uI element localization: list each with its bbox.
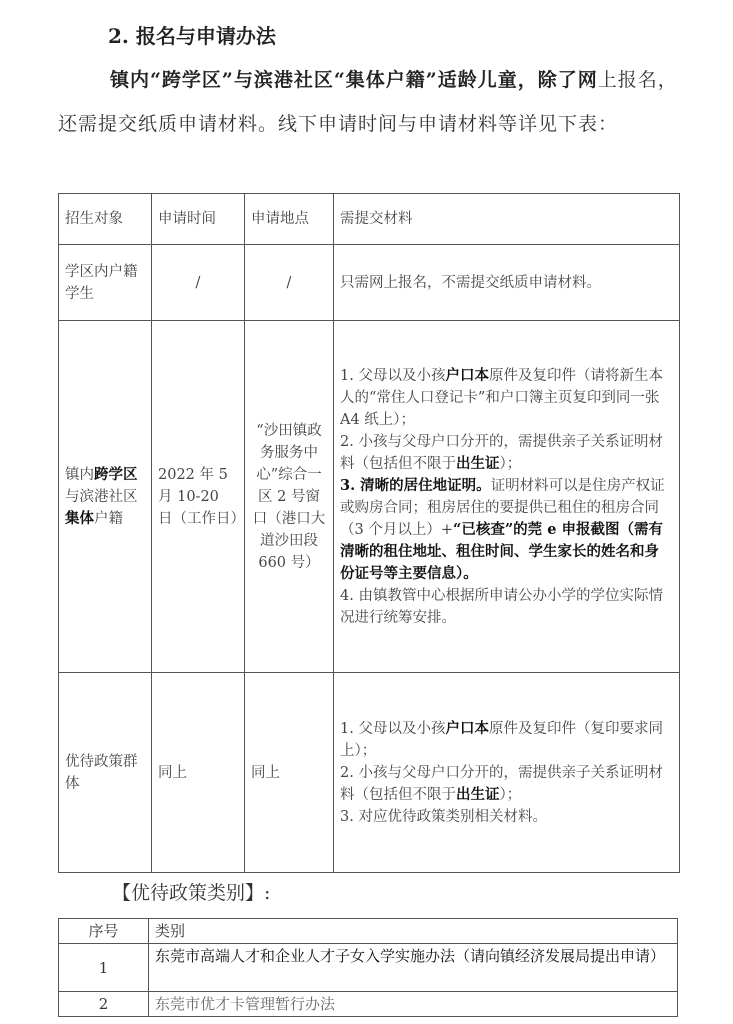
- application-table: [58, 193, 680, 873]
- header-cell: 招生对象: [59, 194, 152, 245]
- time-cell: /: [152, 245, 245, 321]
- table-row: [59, 944, 678, 992]
- target-cell: 优待政策群体: [59, 673, 152, 873]
- target-cell: 学区内户籍学生: [59, 245, 152, 321]
- header-cell: 申请地点: [245, 194, 334, 245]
- table-row: [59, 673, 680, 873]
- place-cell: 同上: [245, 673, 334, 873]
- header-cell: 类别: [149, 919, 678, 944]
- number-cell: 1: [59, 944, 149, 992]
- table-row: [59, 245, 680, 321]
- time-cell: 2022 年 5 月 10-20 日（工作日）: [152, 321, 245, 673]
- materials-cell: 只需网上报名，不需提交纸质申请材料。: [334, 245, 680, 321]
- header-cell: 申请时间: [152, 194, 245, 245]
- number-cell: 2: [59, 992, 149, 1017]
- materials-cell: 1. 父母以及小孩户口本原件及复印件（请将新生本人的“常住人口登记卡”和户口簿主页复印到同一张 A4 纸上）； 2. 小孩与父母户口分开的，需提供亲子关系证明材料（包括但不限于出生证）； 3. 清晰的居住地证明。证明材料可以是住房产权证或购房合同；租房居住的要提供已租住的租房合同（3 个月以上）+“已核查”的莞 e 申报截图（需有清晰的租住地址、租住时间、学生家长的姓名和身份证号等主要信息）。 4. 由镇教管中心根据所申请公办小学的学位实际情况进行统筹安排。: [334, 321, 680, 673]
- categories-title: 【优待政策类别】:: [112, 882, 271, 904]
- intro-paragraph: 镇内“跨学区”与滨港社区“集体户籍”适龄儿童，除了网上报名，还需提交纸质申请材料。线下申请时间与申请材料等详见下表：: [58, 69, 678, 135]
- category-cell: 东莞市高端人才和企业人才子女入学实施办法（请向镇经济发展局提出申请）: [149, 944, 678, 992]
- target-cell: 镇内跨学区与滨港社区集体户籍: [59, 321, 152, 673]
- section-heading: 2. 报名与申请办法: [108, 24, 276, 48]
- table-header-row: [59, 919, 678, 944]
- category-cell: 东莞市优才卡管理暂行办法: [149, 992, 678, 1017]
- table-header-row: [59, 194, 680, 245]
- header-cell: 序号: [59, 919, 149, 944]
- place-cell: “沙田镇政务服务中心”综合一区 2 号窗口（港口大道沙田段 660 号）: [245, 321, 334, 673]
- time-cell: 同上: [152, 673, 245, 873]
- table-row: [59, 321, 680, 673]
- table-row: [59, 992, 678, 1017]
- place-cell: /: [245, 245, 334, 321]
- categories-table: [58, 918, 678, 1017]
- header-cell: 需提交材料: [334, 194, 680, 245]
- materials-cell: 1. 父母以及小孩户口本原件及复印件（复印要求同上）； 2. 小孩与父母户口分开的，需提供亲子关系证明材料（包括但不限于出生证）； 3. 对应优待政策类别相关材料。: [334, 673, 680, 873]
